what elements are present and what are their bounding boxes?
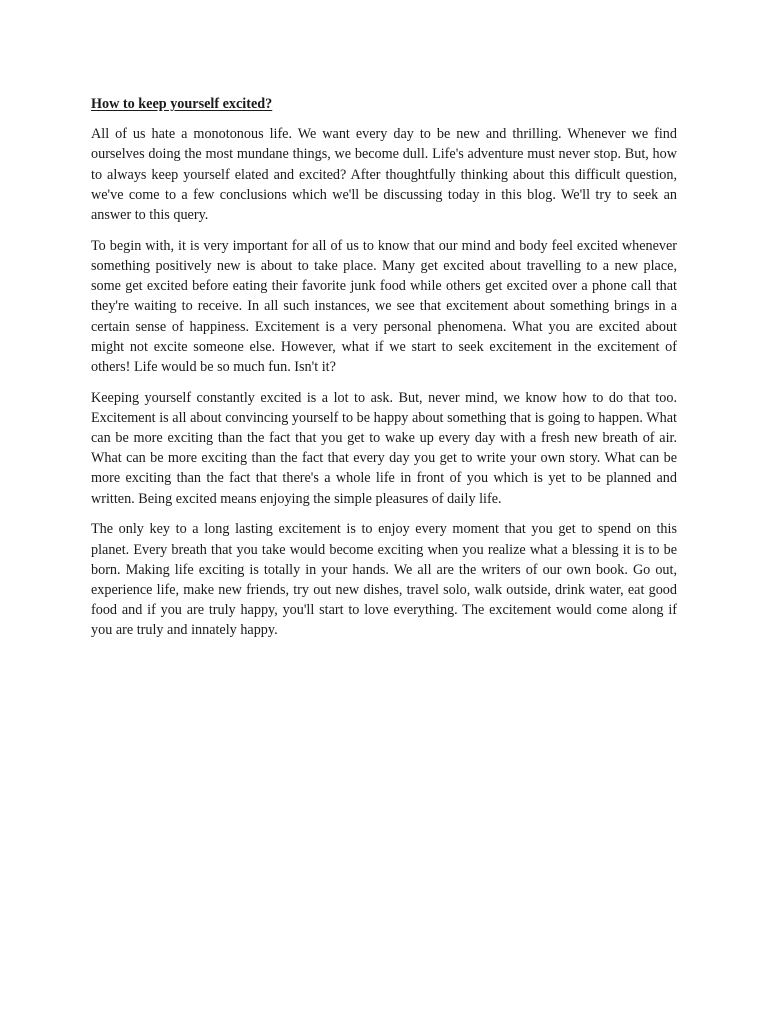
document-page bbox=[91, 94, 677, 651]
paragraph-3: Keeping yourself constantly excited is a lot to ask. But, never mind, we know how to do that too. Excitement is all about convincing yourself to be happy about something that is going to happen. What can be more exciting than the fact that you get to wake up every day with a fresh new breath of air. What can be more exciting than the fact that every day you get to write your own story. What can be more exciting than the fact that there's a whole life in front of you which is yet to be planned and written. Being excited means enjoying the simple pleasures of daily life. bbox=[91, 389, 677, 507]
paragraph-1: All of us hate a monotonous life. We want every day to be new and thrilling. Whenever we find ourselves doing the most mundane things, we become dull. Life's adventure must never stop. But, how to always keep yourself elated and excited? After thoughtfully thinking about this difficult question, we've come to a few conclusions which we'll be discussing today in this blog. We'll try to seek an answer to this query. bbox=[91, 126, 677, 224]
paragraph-4: The only key to a long lasting excitement is to enjoy every moment that you get to spend on this planet. Every breath that you take would become exciting when you realize what a blessing it is to be born. Making life exciting is totally in your hands. We all are the writers of our own book. Go out, experience life, make new friends, try out new dishes, travel solo, walk outside, drink water, eat good food and if you are truly happy, you'll start to love everything. The excitement would come along if you are truly and innately happy. bbox=[91, 521, 677, 639]
document-title: How to keep yourself excited? bbox=[91, 96, 273, 112]
paragraph-2: To begin with, it is very important for all of us to know that our mind and body feel excited whenever something positively new is about to take place. Many get excited about travelling to a new place, some get excited before eating their favorite junk food while others get excited over a phone call that they're waiting to receive. In all such instances, we see that excitement about something brings in a certain sense of happiness. Excitement is a very personal phenomena. What you are excited about might not excite someone else. However, what if we start to seek excitement in the excitement of others! Life would be so much fun. Isn't it? bbox=[91, 237, 677, 375]
